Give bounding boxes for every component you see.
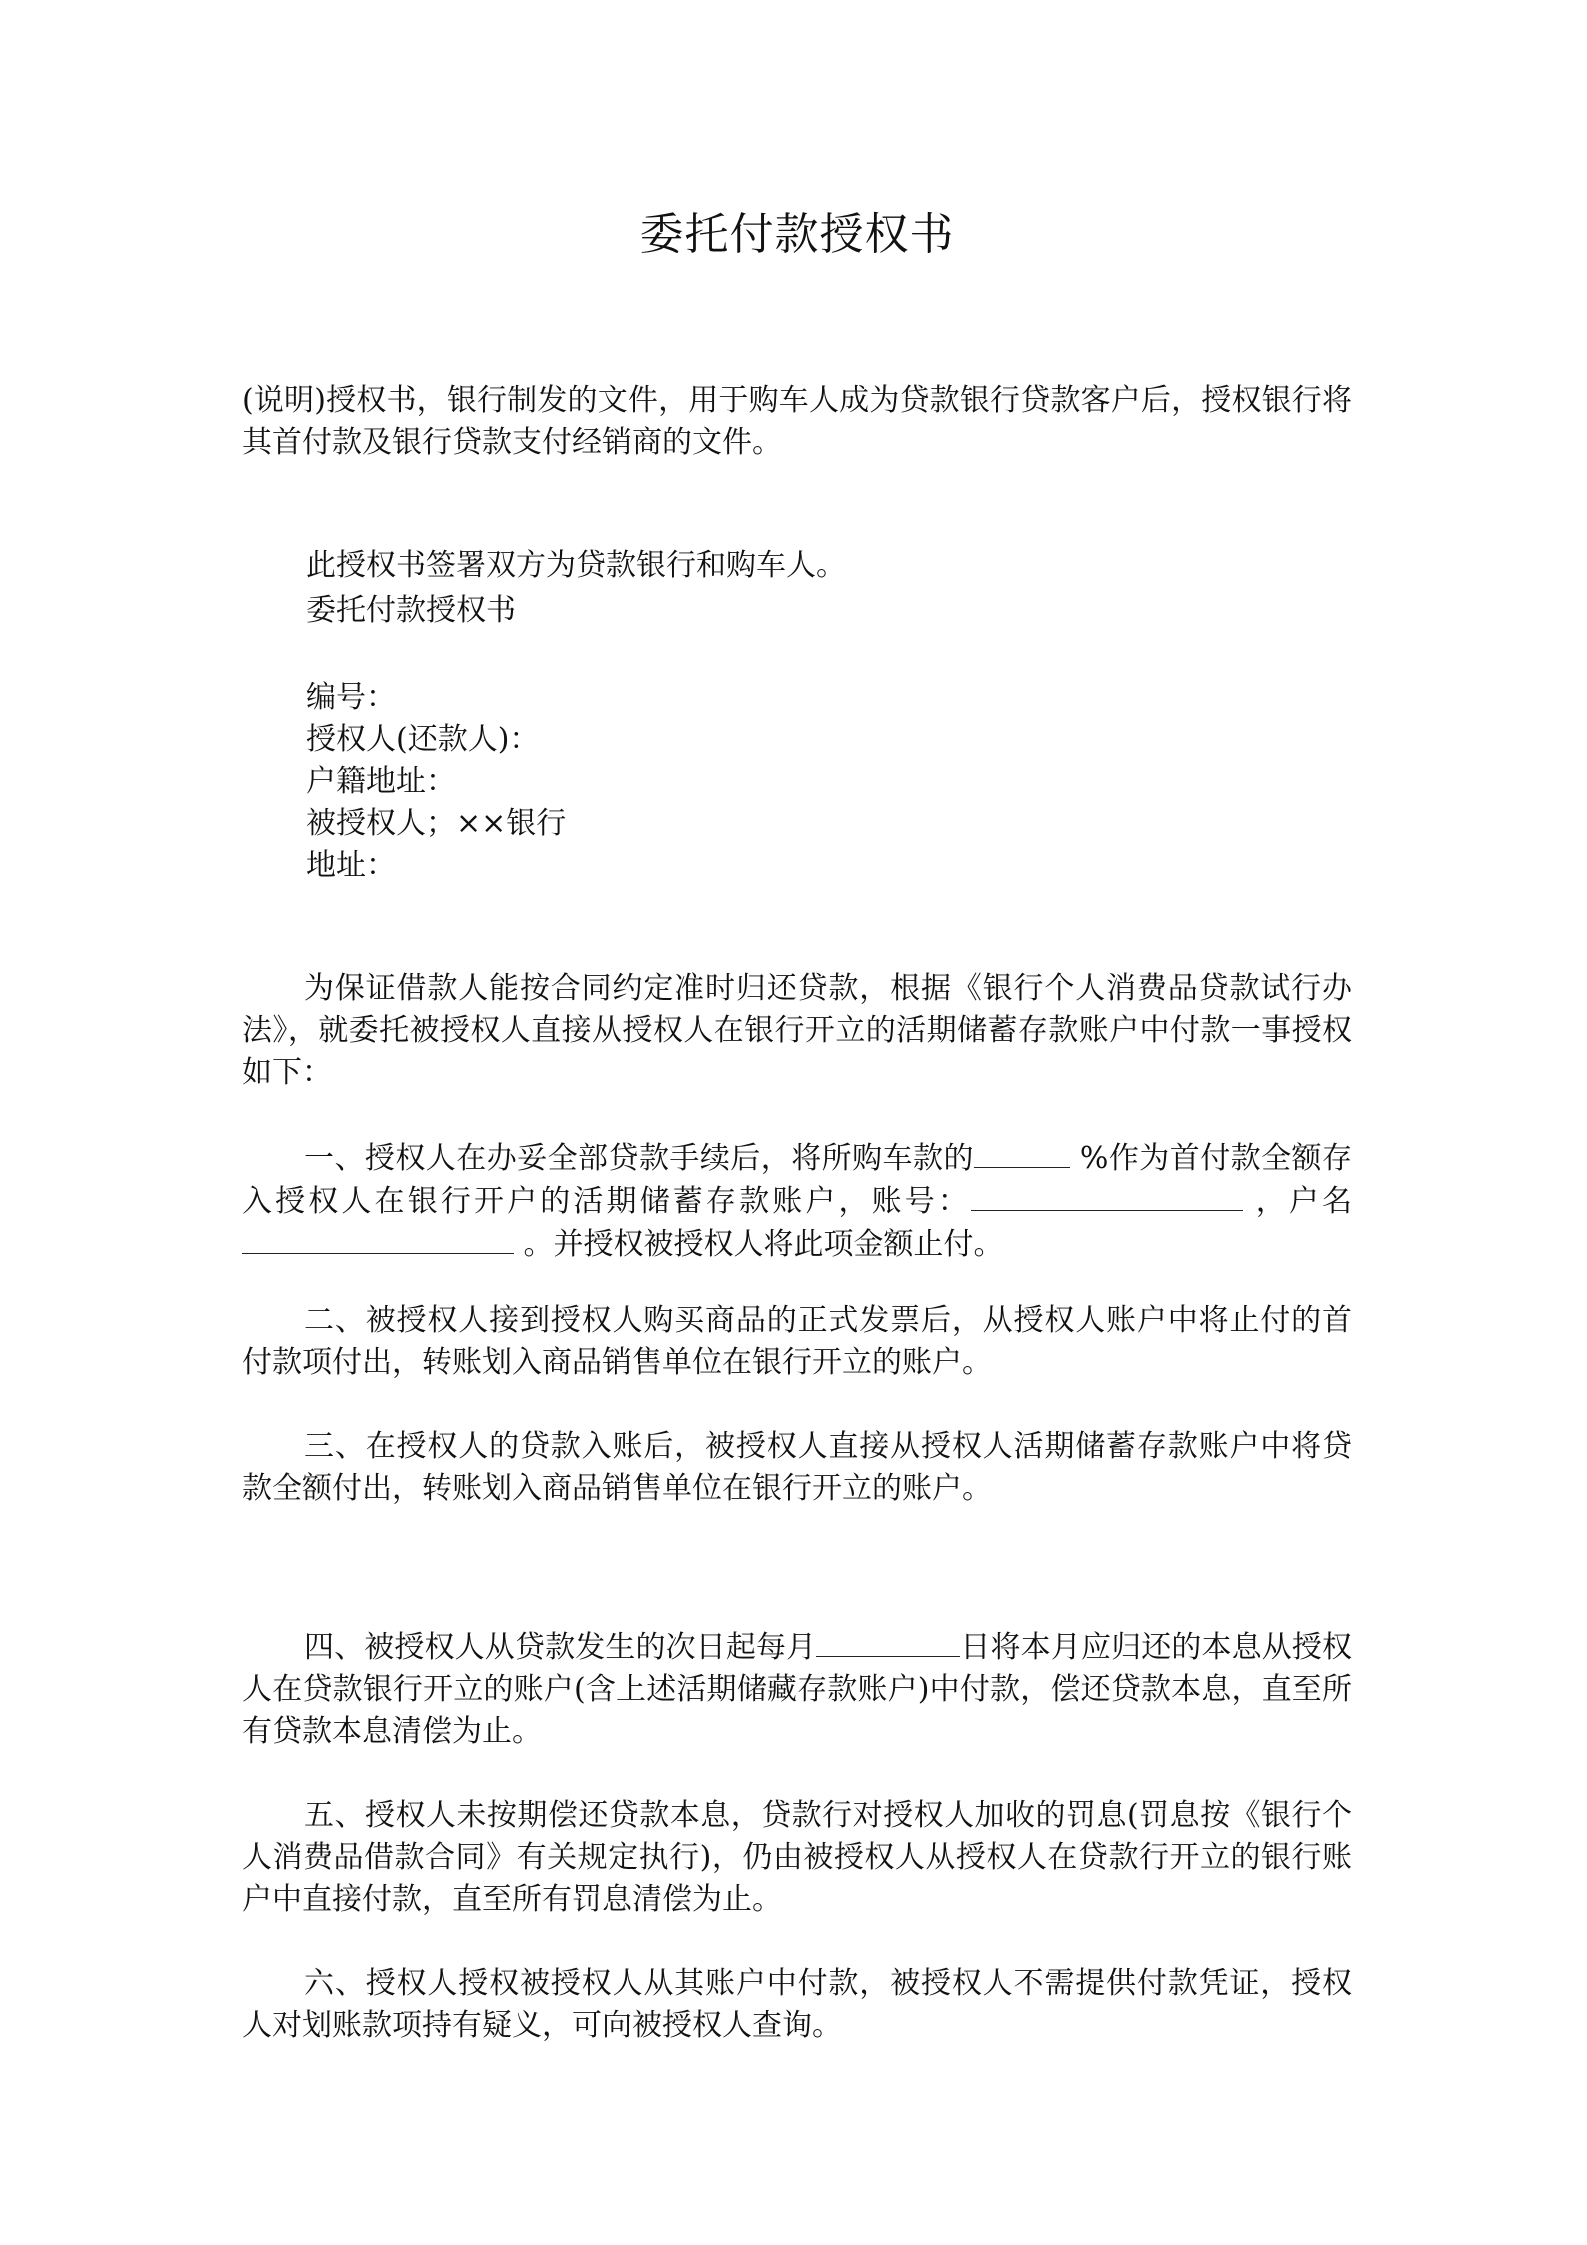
account-name-blank: [242, 1223, 514, 1254]
field-number: 编号：: [306, 680, 396, 715]
clause-1: [242, 1137, 1352, 1266]
intro-paragraph: (说明)授权书，银行制发的文件，用于购车人成为贷款银行贷款客户后，授权银行将其首付款及银行贷款支付经销商的文件。: [242, 383, 1352, 460]
clause-4-text-a: 四、被授权人从贷款发生的次日起每月: [304, 1630, 817, 1665]
clause-5: 五、授权人未按期偿还贷款本息，贷款行对授权人加收的罚息(罚息按《银行个人消费品借款合同》有关规定执行)，仍由被授权人从授权人在贷款行开立的银行账户中直接付款，直至所有罚息清偿为止。: [242, 1798, 1352, 1917]
subtitle: 委托付款授权书: [306, 593, 516, 628]
clause-4: [242, 1626, 1352, 1753]
clause-1-text-b: %作为首付款全额存入授权人在银行开户的活期储蓄存款账户，账号：: [242, 1141, 1352, 1219]
repayment-day-blank: [816, 1626, 960, 1657]
field-grantee: 被授权人；××银行: [306, 806, 567, 841]
document-title: 委托付款授权书: [639, 209, 955, 260]
clause-1-text-c: ，户名: [1255, 1184, 1353, 1219]
preamble-paragraph: 为保证借款人能按合同约定准时归还贷款，根据《银行个人消费品贷款试行办法》，就委托被授权人直接从授权人在银行开立的活期储蓄存款账户中付款一事授权如下：: [242, 971, 1352, 1090]
percentage-blank: [974, 1137, 1070, 1168]
clause-4-text-b: 日将本月应归还的本息从授权人在贷款银行开立的账户(含上述活期储藏存款账户)中付款，偿还贷款本息，直至所有贷款本息清偿为止。: [242, 1630, 1353, 1749]
account-number-blank: [971, 1180, 1243, 1211]
clause-1-text-d: 。并授权被授权人将此项金额止付。: [523, 1227, 1004, 1262]
clause-3: 三、在授权人的贷款入账后，被授权人直接从授权人活期储蓄存款账户中将贷款全额付出，转账划入商品销售单位在银行开立的账户。: [242, 1429, 1352, 1506]
parties-note: 此授权书签署双方为贷款银行和购车人。: [306, 548, 846, 583]
clause-2: 二、被授权人接到授权人购买商品的正式发票后，从授权人账户中将止付的首付款项付出，转账划入商品销售单位在银行开立的账户。: [242, 1303, 1352, 1380]
clause-1-text-a: 一、授权人在办妥全部贷款手续后，将所购车款的: [304, 1141, 974, 1176]
field-domicile: 户籍地址：: [306, 764, 456, 799]
field-address: 地址：: [306, 848, 396, 883]
clause-6: 六、授权人授权被授权人从其账户中付款，被授权人不需提供付款凭证，授权人对划账款项持有疑义，可向被授权人查询。: [242, 1966, 1352, 2043]
field-grantor: 授权人(还款人)：: [306, 722, 540, 757]
